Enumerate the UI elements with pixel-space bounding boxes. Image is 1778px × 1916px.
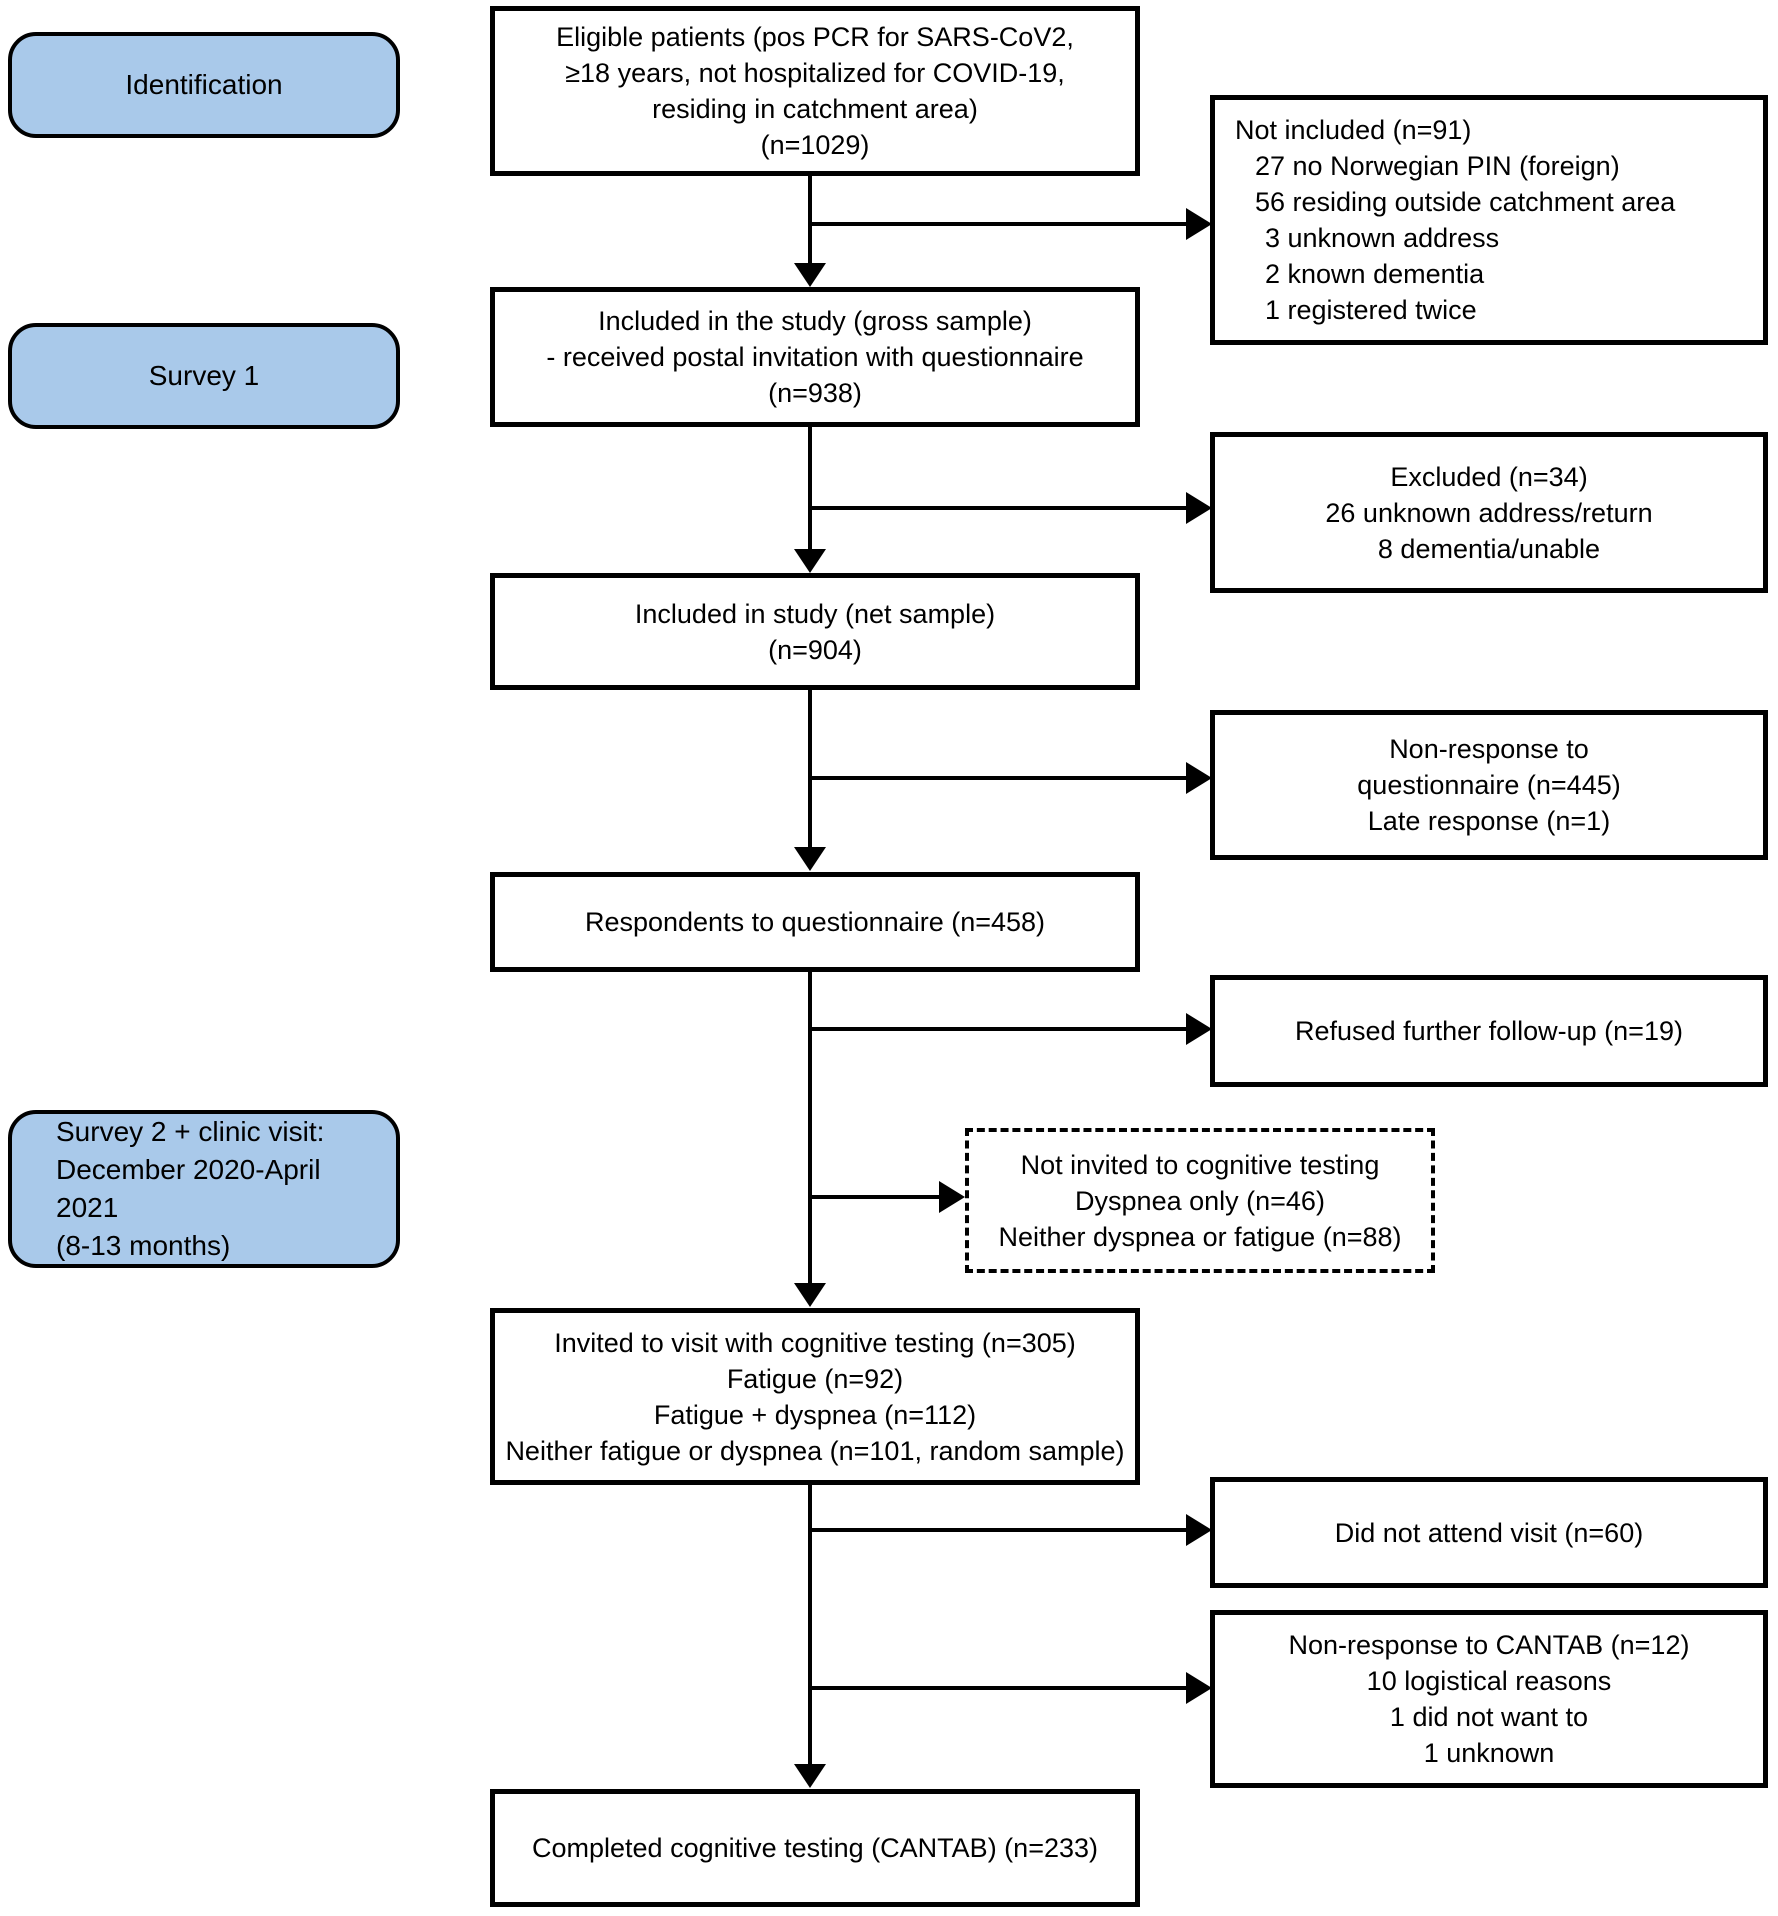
flow-box-respondents xyxy=(490,872,1140,972)
arrow-down-icon xyxy=(794,263,826,287)
box-line: Not invited to cognitive testing xyxy=(1020,1149,1380,1180)
flow-box-eligible-patients xyxy=(490,6,1140,176)
box-line: 1 did not want to xyxy=(1389,1702,1589,1732)
side-box-cantab-non-response xyxy=(1210,1610,1768,1788)
arrow-down-icon xyxy=(794,847,826,871)
arrow-right-icon xyxy=(1186,1013,1212,1045)
connector-respondents-to-invited xyxy=(808,972,812,1284)
stage-label-identification xyxy=(8,32,400,138)
box-line: (n=904) xyxy=(768,634,862,665)
side-box-non-response xyxy=(1210,710,1768,860)
box-line: Non-response to CANTAB (n=12) xyxy=(1288,1630,1690,1660)
flow-box-completed-cantab xyxy=(490,1789,1140,1907)
box-line: Included in study (net sample) xyxy=(634,598,996,629)
box-line: Neither fatigue or dyspnea (n=101, random sample) xyxy=(505,1435,1125,1466)
branch-to-did-not-attend xyxy=(808,1528,1188,1532)
connector-net-to-respondents xyxy=(808,690,812,848)
arrow-right-icon xyxy=(1186,208,1212,240)
box-line: Non-response to xyxy=(1389,734,1589,764)
flow-box-invited-cognitive-testing xyxy=(490,1308,1140,1485)
branch-to-not-included xyxy=(808,222,1188,226)
stage-label-line: Survey 2 + clinic visit: xyxy=(56,1116,325,1147)
arrow-down-icon xyxy=(794,1283,826,1307)
arrow-down-icon xyxy=(794,1764,826,1788)
box-line: - received postal invitation with questionnaire xyxy=(546,342,1084,372)
arrow-right-icon xyxy=(939,1181,965,1213)
box-line: Invited to visit with cognitive testing (n=305) xyxy=(554,1327,1076,1358)
connector-eligible-to-gross xyxy=(808,176,812,266)
box-line: 26 unknown address/return xyxy=(1325,497,1653,528)
side-box-not-invited xyxy=(965,1128,1435,1273)
box-line: 10 logistical reasons xyxy=(1366,1666,1612,1696)
connector-gross-to-net xyxy=(808,427,812,550)
box-line: Late response (n=1) xyxy=(1367,806,1611,836)
box-line: 3 unknown address xyxy=(1265,223,1500,253)
side-box-refused-follow-up xyxy=(1210,975,1768,1087)
box-line: ≥18 years, not hospitalized for COVID-19, xyxy=(565,58,1065,88)
box-line: (n=1029) xyxy=(760,130,870,160)
box-line: Fatigue + dyspnea (n=112) xyxy=(653,1399,977,1430)
side-box-not-included xyxy=(1210,95,1768,345)
branch-to-cantab-non-response xyxy=(808,1686,1188,1690)
connector-invited-to-completed xyxy=(808,1485,812,1765)
box-line: 1 registered twice xyxy=(1265,295,1477,325)
box-line: Did not attend visit (n=60) xyxy=(1334,1517,1644,1548)
branch-to-excluded xyxy=(808,506,1188,510)
box-line: Not included (n=91) xyxy=(1235,115,1472,145)
box-line: Completed cognitive testing (CANTAB) (n=233) xyxy=(532,1833,1098,1863)
stage-label-line: (8-13 months) xyxy=(56,1230,231,1261)
arrow-right-icon xyxy=(1186,1514,1212,1546)
stage-label-survey1 xyxy=(8,323,400,429)
stage-label-survey2 xyxy=(8,1110,400,1268)
box-line: 1 unknown xyxy=(1423,1738,1555,1768)
arrow-right-icon xyxy=(1186,762,1212,794)
box-line: 27 no Norwegian PIN (foreign) xyxy=(1255,151,1620,181)
flow-box-included-net xyxy=(490,573,1140,690)
side-box-did-not-attend xyxy=(1210,1477,1768,1588)
box-line: Fatigue (n=92) xyxy=(726,1363,904,1394)
box-line: residing in catchment area) xyxy=(652,94,978,124)
box-line: Excluded (n=34) xyxy=(1390,461,1588,492)
arrow-right-icon xyxy=(1186,492,1212,524)
box-line: Eligible patients (pos PCR for SARS-CoV2, xyxy=(556,22,1074,52)
box-line: Dyspnea only (n=46) xyxy=(1075,1185,1325,1216)
arrow-right-icon xyxy=(1186,1672,1212,1704)
box-line: questionnaire (n=445) xyxy=(1357,770,1621,800)
box-line: Respondents to questionnaire (n=458) xyxy=(584,907,1046,937)
stage-label-text: Survey 1 xyxy=(148,360,260,391)
box-line: (n=938) xyxy=(768,378,862,408)
stage-label-line: December 2020-April 2021 xyxy=(56,1154,321,1223)
box-line: Neither dyspnea or fatigue (n=88) xyxy=(998,1221,1402,1252)
box-line: 2 known dementia xyxy=(1265,259,1485,289)
side-box-excluded xyxy=(1210,432,1768,593)
stage-label-text: Identification xyxy=(125,69,283,100)
box-line: Included in the study (gross sample) xyxy=(598,306,1032,336)
branch-to-non-response xyxy=(808,776,1188,780)
box-line: Refused further follow-up (n=19) xyxy=(1295,1016,1683,1046)
flow-box-included-gross xyxy=(490,287,1140,427)
box-line: 56 residing outside catchment area xyxy=(1255,187,1676,217)
branch-to-refused xyxy=(808,1027,1188,1031)
arrow-down-icon xyxy=(794,549,826,573)
branch-to-not-invited xyxy=(808,1195,941,1199)
box-line: 8 dementia/unable xyxy=(1377,533,1601,564)
